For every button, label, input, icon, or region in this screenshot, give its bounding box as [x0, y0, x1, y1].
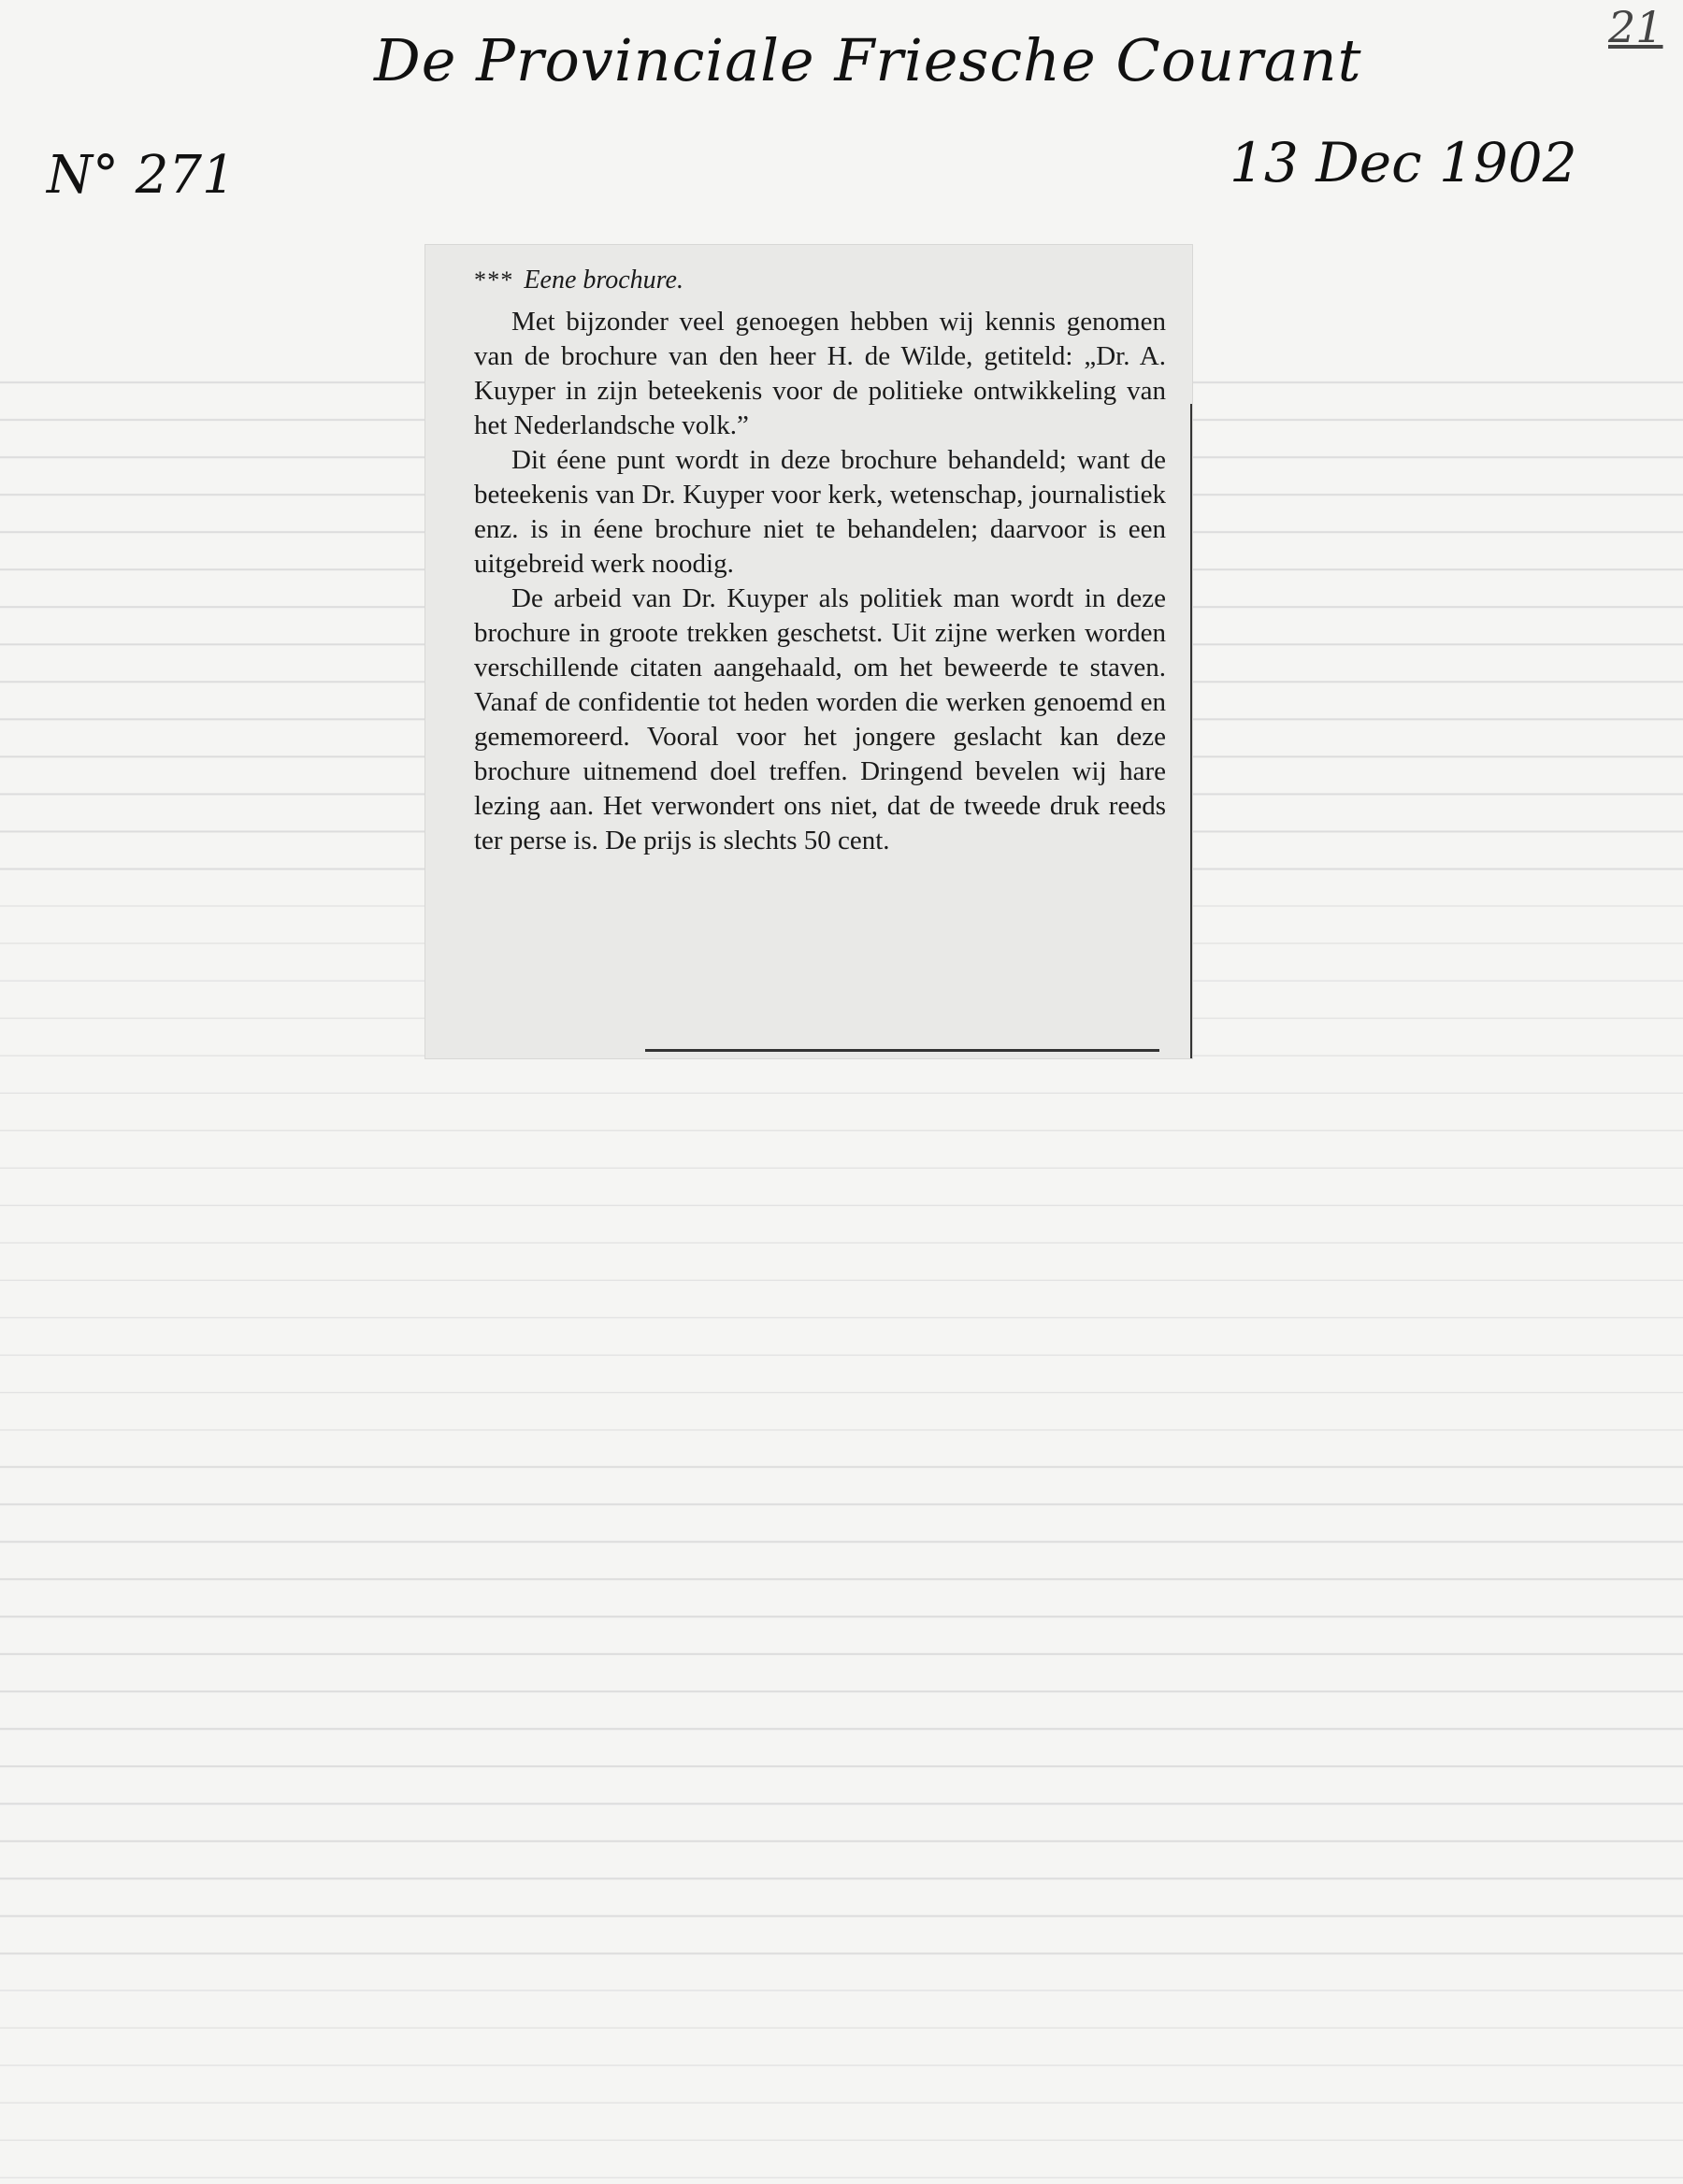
entry-number: N° 271: [47, 145, 236, 206]
clipping-paragraph: Dit éene punt wordt in deze brochure behandeld; want de beteekenis van Dr. Kuyper voor kerk, wetenschap, journalistiek enz. is in éene brochure niet te behandelen; daarvoor is een uitgebreid werk noodig.: [474, 445, 1166, 579]
page-number: 21: [1608, 2, 1663, 52]
newspaper-title: De Provinciale Friesche Courant: [374, 26, 1362, 94]
entry-date: 13 Dec 1902: [1230, 131, 1577, 194]
clipping-paragraph: Met bijzonder veel genoegen hebben wij kennis genomen van de brochure van den heer H. de Wilde, getiteld: „Dr. A. Kuyper in zijn beteekenis voor de politieke ontwikkeling van het Nederlandsche volk.”: [474, 307, 1166, 440]
clipping-paragraph: De arbeid van Dr. Kuyper als politiek man wordt in deze brochure in groote trekken geschetst. Uit zijne werken worden verschillende citaten aangehaald, om het beweerde te staven. Vanaf de confidentie tot heden worden die werken genoemd en gememoreerd. Vooral voor het jongere geslacht kan deze brochure uitnemend doel treffen. Dringend bevelen wij hare lezing aan. Het verwondert ons niet, dat de tweede druk reeds ter perse is. De prijs is slechts 50 cent.: [474, 583, 1166, 855]
newspaper-clipping: [425, 245, 1192, 1058]
clipping-end-rule: [645, 1049, 1159, 1052]
asterism-icon: * * *: [474, 266, 511, 294]
clipping-heading-text: Eene brochure.: [524, 266, 683, 295]
clipping-column-rule: [1190, 404, 1192, 1058]
clipping-heading: [474, 266, 1166, 295]
clipping-body: [474, 266, 1166, 858]
